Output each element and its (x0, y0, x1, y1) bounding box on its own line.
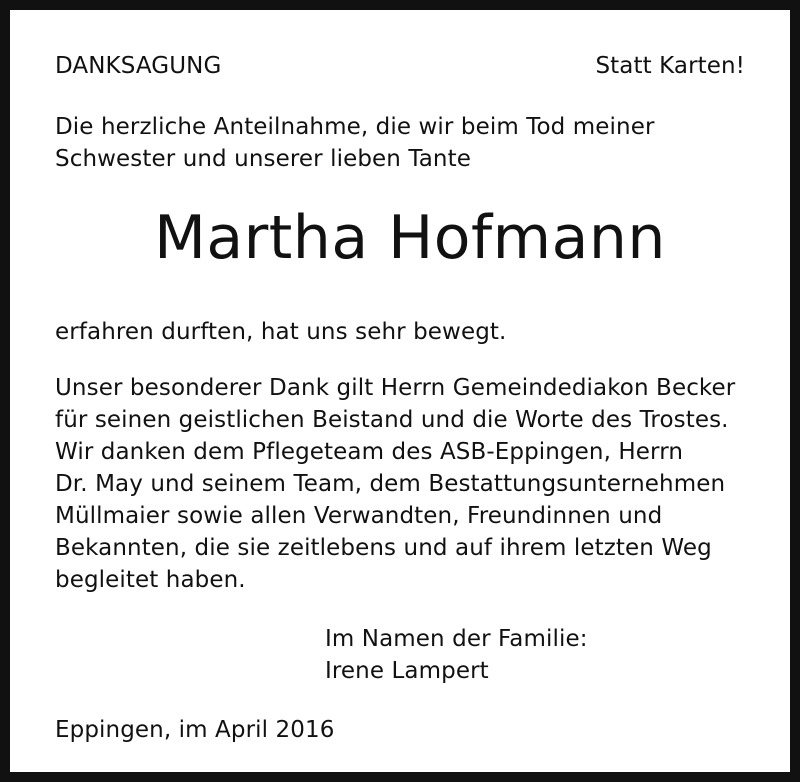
thanks-line: Bekannten, die sie zeitlebens und auf ihrem letzten Weg (55, 535, 712, 561)
thanks-line: Wir danken dem Pflegeteam des ASB-Eppingen, Herrn (55, 439, 684, 465)
continuation-text: erfahren durften, hat uns sehr bewegt. (55, 319, 507, 345)
place-and-date: Eppingen, im April 2016 (55, 717, 335, 743)
signoff-line: Im Namen der Familie: (325, 626, 588, 652)
statt-karten-note: Statt Karten! (595, 53, 745, 79)
thanks-line: begleitet haben. (55, 567, 246, 593)
intro-paragraph (55, 111, 655, 175)
thanks-line: Müllmaier sowie allen Verwandten, Freundinnen und (55, 503, 663, 529)
intro-line: Die herzliche Anteilnahme, die wir beim Tod meiner (55, 114, 655, 140)
intro-line: Schwester und unserer lieben Tante (55, 146, 471, 172)
deceased-name: Martha Hofmann (154, 203, 666, 273)
signoff-signer: Irene Lampert (325, 658, 489, 684)
thanks-line: Dr. May und seinem Team, dem Bestattungsunternehmen (55, 471, 726, 497)
thanks-line: Unser besonderer Dank gilt Herrn Gemeindediakon Becker (55, 375, 736, 401)
notice-heading: DANKSAGUNG (55, 53, 222, 79)
thanks-paragraph (55, 372, 735, 596)
family-signoff (325, 623, 588, 687)
thanks-line: für seinen geistlichen Beistand und die Worte des Trostes. (55, 407, 729, 433)
